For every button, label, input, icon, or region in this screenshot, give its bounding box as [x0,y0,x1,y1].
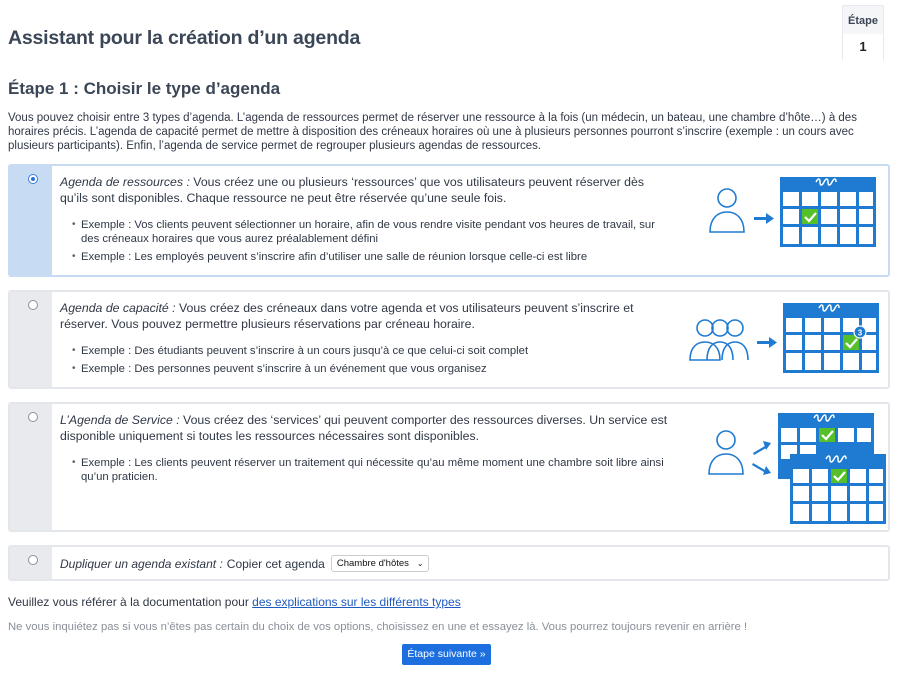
person-icon [709,431,743,474]
person-icon [710,189,744,232]
option-resource-agenda[interactable] [8,164,890,277]
radio-duplicate-agenda[interactable] [28,555,38,565]
group-icon [690,320,748,360]
service-illustration [700,410,890,528]
capacity-count-badge: 3 [857,328,863,338]
list-item: • Exemple : Les clients peuvent réserver un traitement qui nécessite qu’au même moment une chambre soit libre ainsi qu’un praticien. [60,456,672,484]
arrow-icon [757,337,777,348]
next-step-button[interactable]: Étape suivante » [402,644,491,665]
radio-resource-agenda[interactable] [28,174,38,184]
step-indicator-label: Étape [848,15,878,27]
list-item: • Exemple : Des personnes peuvent s’inscrire à un événement que vous organisez [60,362,672,376]
agenda-select[interactable] [331,555,429,572]
resource-illustration [700,174,880,250]
option-text [60,300,672,380]
example-list [60,218,672,264]
option-title: Dupliquer un agenda existant : [60,556,223,571]
agenda-select-value: Chambre d'hôtes [336,558,409,569]
option-title: Agenda de capacité : [60,301,176,315]
option-duplicate-agenda[interactable] [8,545,890,581]
documentation-line [8,595,461,609]
option-text [60,174,672,268]
option-description: Vous créez des créneaux dans votre agenda et vos utilisateurs peuvent s’inscrire et réserver. Vous pouvez permettre plusieurs réservations par créneau horaire. [60,301,634,331]
duplicate-line [60,555,429,572]
hint-text: Ne vous inquiétez pas si vous n’êtes pas certain du choix de vos options, choisissez en une et essayez là. Vous pourrez toujours revenir en arrière ! [8,621,748,633]
arrow-icon [754,213,774,224]
example-list [60,456,672,484]
calendar-icon [783,303,879,373]
option-description: Vous créez des ‘services’ qui peuvent comporter des ressources diverses. Un service est disponible uniquement si toutes les ressources nécessaires sont disponibles. [60,413,668,443]
list-item: • Exemple : Vos clients peuvent sélectionner un horaire, afin de vous rendre visite pendant vos heures de travail, sur des créneaux horaires que vous aurez préalablement défini [60,218,672,246]
option-text [60,412,672,488]
step-indicator-number: 1 [843,34,883,62]
example-list [60,344,672,376]
capacity-illustration [680,298,880,378]
documentation-link[interactable]: des explications sur les différents types [252,595,461,609]
page-title: Assistant pour la création d’un agenda [8,27,361,49]
option-title: L’Agenda de Service : [60,413,180,427]
step-title: Étape 1 : Choisir le type d’agenda [8,79,281,98]
option-capacity-agenda[interactable] [8,290,890,389]
calendar-icon [790,454,886,524]
option-gutter [10,404,52,530]
option-title: Agenda de ressources : [60,175,190,189]
option-description: Copier cet agenda [226,556,325,571]
radio-capacity-agenda[interactable] [28,300,38,310]
step-indicator [842,5,884,61]
intro-text: Vous pouvez choisir entre 3 types d’agenda. L’agenda de ressources permet de réserver une ressource à la fois (un médecin, un bateau, une chambre d’hôte…) à des horaires précis. L’agenda de capacité permet de mettre à disposition des créneaux horaires où une à plusieurs personnes pourront s’inscrire (exemple : un cours avec plusieurs participants). Enfin, l’agenda de service permet de regrouper plusieurs agendas de ressources. [8,112,857,152]
calendar-icon [780,177,876,247]
list-item: • Exemple : Les employés peuvent s’inscrire afin d’utiliser une salle de réunion lorsque celle-ci est libre [60,250,672,264]
chevron-down-icon: ⌄ [416,559,424,568]
option-description: Vous créez une ou plusieurs ‘ressources’ que vos utilisateurs peuvent réserver dès qu’ils sont disponibles. Chaque ressource ne peut être réservée qu’une seule fois. [60,175,644,205]
documentation-text: Veuillez vous référer à la documentation pour [8,595,253,609]
arrow-icon [752,441,771,475]
radio-service-agenda[interactable] [28,412,38,422]
list-item: • Exemple : Des étudiants peuvent s’inscrire à un cours jusqu’à ce que celui-ci soit complet [60,344,672,358]
option-service-agenda[interactable] [8,402,890,532]
